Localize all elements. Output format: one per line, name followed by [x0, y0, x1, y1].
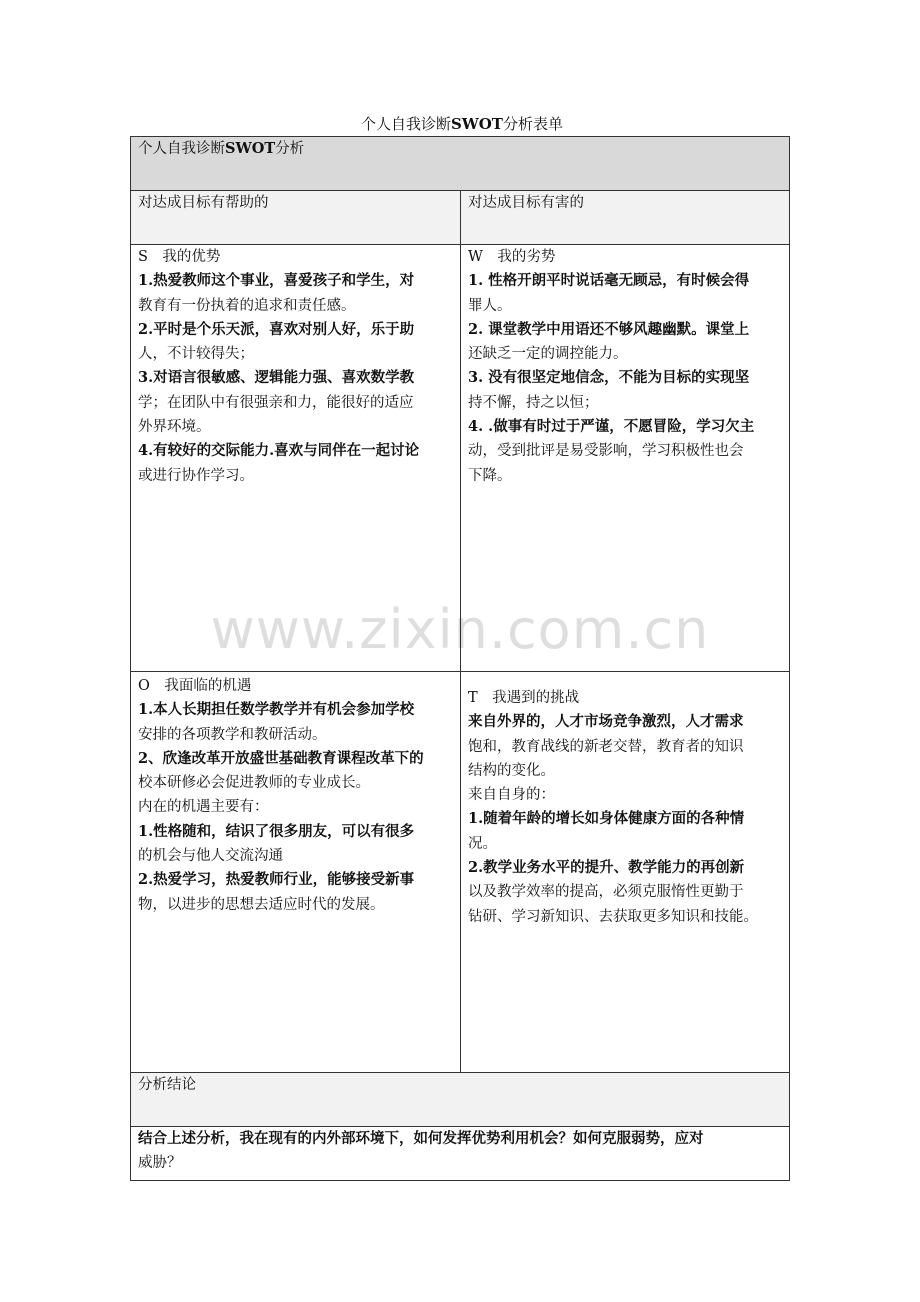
weaknesses-line: 下降。 — [468, 467, 512, 484]
conclusion-text-line: 威胁？ — [138, 1155, 182, 1172]
opportunities-line: 1.本人长期担任数学教学并有机会参加学校 — [138, 701, 415, 719]
document-title — [0, 113, 920, 134]
opportunities-line: 2.热爱学习，热爱教师行业，能够接受新事 — [138, 871, 415, 889]
threats-line: 结构的变化。 — [468, 762, 555, 779]
weaknesses-line: 动，受到批评是易受影响，学习积极性也会 — [468, 443, 744, 460]
swot-header-row — [131, 137, 790, 191]
strengths-cell — [131, 245, 461, 672]
header-suffix: 分析 — [275, 141, 305, 157]
weaknesses-line: 罪人。 — [468, 297, 512, 314]
opportunities-cell — [131, 672, 461, 1073]
strengths-line: 2.平时是个乐天派，喜欢对别人好，乐于助 — [138, 320, 415, 338]
swot-header-cell — [131, 137, 790, 191]
opportunities-line: 安排的各项教学和教研活动。 — [138, 726, 327, 743]
strengths-line: 外界环境。 — [138, 419, 211, 436]
opportunities-line: 2、欣逢改革开放盛世基础教育课程改革下的 — [138, 749, 424, 767]
threats-line: 1.随着年龄的增长如身体健康方面的各种情 — [468, 810, 745, 828]
title-suffix: 分析表单 — [502, 115, 563, 133]
threats-line: 钻研、学习新知识、去获取更多知识和技能。 — [468, 908, 758, 925]
threats-cell — [461, 672, 790, 1073]
weaknesses-line: 4. .做事有时过于严谨，不愿冒险，学习欠主 — [468, 418, 755, 436]
opportunities-line: 的机会与他人交流沟通 — [138, 848, 283, 865]
weaknesses-line: 持不懈，持之以恒； — [468, 394, 599, 411]
opportunities-line: 内在的机遇主要有： — [138, 799, 269, 816]
helpful-harmful-row — [131, 191, 790, 245]
watermark: www.zixin.com.cn — [210, 598, 710, 661]
opportunities-threats-row — [131, 672, 790, 1073]
threats-heading: T 我遇到的挑战 — [468, 690, 580, 706]
threats-line: 来自外界的，人才市场竞争激烈，人才需求 — [468, 713, 744, 731]
strengths-line: 1.热爱教师这个事业，喜爱孩子和学生，对 — [138, 272, 415, 290]
strengths-heading: S 我的优势 — [138, 249, 221, 265]
header-swot: SWOT — [225, 140, 276, 157]
strengths-line: 或进行协作学习。 — [138, 467, 254, 484]
harmful-label: 对达成目标有害的 — [461, 191, 790, 245]
opportunities-line: 物，以进步的思想去适应时代的发展。 — [138, 896, 385, 913]
opportunities-line: 校本研修必会促进教师的专业成长。 — [138, 775, 370, 792]
conclusion-text-row — [131, 1127, 790, 1181]
weaknesses-line: 3. 没有很坚定地信念，不能为目标的实现坚 — [468, 369, 750, 387]
conclusion-label: 分析结论 — [131, 1073, 790, 1127]
strengths-weaknesses-row — [131, 245, 790, 672]
title-swot: SWOT — [451, 115, 503, 133]
threats-line: 饱和，教育战线的新老交替，教育者的知识 — [468, 738, 744, 755]
conclusion-label-row — [131, 1073, 790, 1127]
threats-line: 况。 — [468, 835, 497, 852]
weaknesses-heading: W 我的劣势 — [468, 249, 556, 265]
opportunities-line: 1.性格随和，结识了很多朋友，可以有很多 — [138, 822, 415, 840]
title-prefix: 个人自我诊断 — [361, 115, 452, 133]
weaknesses-line: 2. 课堂教学中用语还不够风趣幽默。课堂上 — [468, 320, 750, 338]
conclusion-text-line: 结合上述分析，我在现有的内外部环境下，如何发挥优势利用机会？如何克服弱势，应对 — [138, 1130, 704, 1147]
weaknesses-line: 1. 性格开朗平时说话毫无顾忌，有时候会得 — [468, 272, 750, 290]
swot-table — [130, 136, 790, 1181]
header-prefix: 个人自我诊断 — [138, 141, 225, 157]
strengths-line: 教育有一份执着的追求和责任感。 — [138, 297, 356, 314]
conclusion-text-cell — [131, 1127, 790, 1181]
opportunities-heading: O 我面临的机遇 — [138, 678, 252, 694]
strengths-line: 学；在团队中有很强亲和力，能很好的适应 — [138, 394, 414, 411]
helpful-label: 对达成目标有帮助的 — [131, 191, 461, 245]
threats-line: 2.教学业务水平的提升、教学能力的再创新 — [468, 859, 745, 877]
weaknesses-line: 还缺乏一定的调控能力。 — [468, 346, 628, 363]
weaknesses-cell — [461, 245, 790, 672]
strengths-line: 3.对语言很敏感、逻辑能力强、喜欢数学教 — [138, 369, 415, 387]
threats-line: 来自自身的： — [468, 787, 555, 804]
threats-line: 以及教学效率的提高，必须克服惰性更勤于 — [468, 884, 744, 901]
strengths-line: 4.有较好的交际能力.喜欢与同伴在一起讨论 — [138, 442, 420, 460]
strengths-line: 人，不计较得失； — [138, 346, 254, 363]
